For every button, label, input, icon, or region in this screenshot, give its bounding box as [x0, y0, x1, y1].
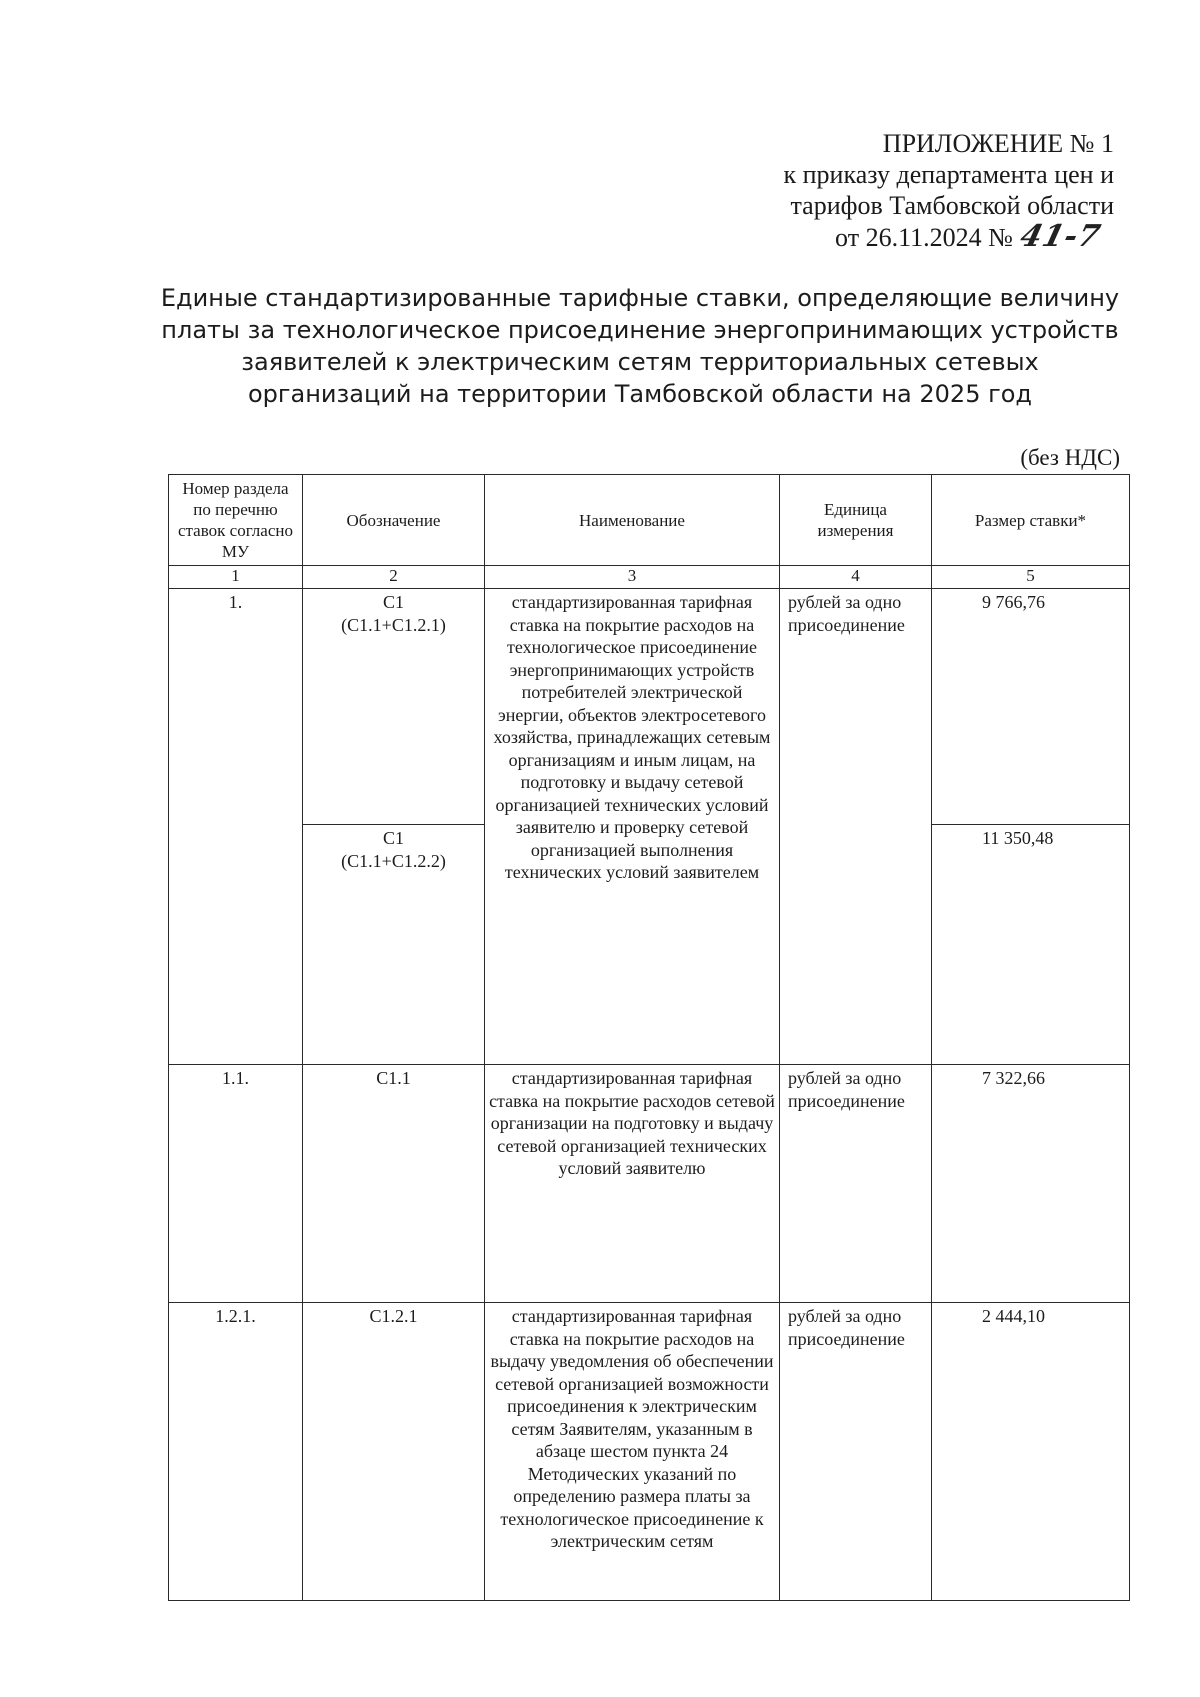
- unit-cell: рублей за одно присоединение: [780, 1303, 932, 1601]
- designation-code: C1.1: [303, 1065, 485, 1303]
- table-row: [169, 589, 1130, 825]
- table-row: [169, 1303, 1130, 1601]
- header-name: Наименование: [485, 475, 780, 566]
- rate-name: стандартизированная тарифная ставка на покрытие расходов сетевой организации на подготовку и выдачу сетевой организацией технических условий заявителю: [485, 1065, 780, 1303]
- designation-detail: (C1.1+C1.2.1): [341, 614, 446, 635]
- header-rate-size: Размер ставки*: [932, 475, 1130, 566]
- appendix-header: [654, 128, 1114, 253]
- appendix-date-line: [654, 221, 1114, 253]
- appendix-title: ПРИЛОЖЕНИЕ № 1: [882, 129, 1114, 158]
- column-number: 3: [485, 566, 780, 589]
- rate-value: 2 444,10: [932, 1303, 1130, 1601]
- designation-code: C1: [382, 592, 404, 612]
- table-header-row: [169, 475, 1130, 566]
- designation-cell: [303, 589, 485, 825]
- header-designation: Обозначение: [303, 475, 485, 566]
- column-number: 1: [169, 566, 303, 589]
- handwritten-order-number: 41-7: [1016, 219, 1105, 254]
- column-number-row: [169, 566, 1130, 589]
- unit-cell: рублей за одно присоединение: [780, 1065, 932, 1303]
- designation-code: C1.2.1: [303, 1303, 485, 1601]
- rate-value: 7 322,66: [932, 1065, 1130, 1303]
- designation-detail: (C1.1+C1.2.2): [341, 850, 446, 871]
- section-number: 1.: [169, 589, 303, 1065]
- designation-code: C1: [382, 828, 404, 848]
- section-number: 1.2.1.: [169, 1303, 303, 1601]
- header-section-number: Номер раздела по перечню ставок согласно МУ: [169, 475, 303, 566]
- header-unit: Единица измерения: [780, 475, 932, 566]
- rate-name: стандартизированная тарифная ставка на покрытие расходов на технологическое присоединение энергопринимающих устройств потребителей электрической энергии, объектов электросетевого хозяйства, принадлежащих сетевым организациям и иным лицам, на подготовку и выдачу сетевой организацией технических условий заявителю и проверку сетевой организацией выполнения технических условий заявителем: [485, 589, 780, 1065]
- rates-table: [168, 474, 1130, 1601]
- column-number: 4: [780, 566, 932, 589]
- appendix-date: от 26.11.2024 №: [835, 223, 1013, 252]
- rate-value: 11 350,48: [932, 825, 1130, 1065]
- section-number: 1.1.: [169, 1065, 303, 1303]
- document-title: Единые стандартизированные тарифные ставки, определяющие величину платы за технологическое присоединение энергопринимающих устройств заявителей к электрическим сетям территориальных сетевых организаций на территории Тамбовской области на 2025 год: [160, 284, 1120, 408]
- column-number: 5: [932, 566, 1130, 589]
- appendix-line-2: тарифов Тамбовской области: [790, 191, 1114, 220]
- appendix-line-1: к приказу департамента цен и: [783, 160, 1114, 189]
- column-number: 2: [303, 566, 485, 589]
- rate-value: 9 766,76: [932, 589, 1130, 825]
- designation-cell: [303, 825, 485, 1065]
- vat-note: (без НДС): [1020, 445, 1120, 470]
- rate-name: стандартизированная тарифная ставка на покрытие расходов на выдачу уведомления об обеспечении сетевой организацией возможности присоединения к электрическим сетям Заявителям, указанным в абзаце шестом пункта 24 Методических указаний по определению размера платы за технологическое присоединение к электрическим сетям: [485, 1303, 780, 1601]
- unit-cell: рублей за одно присоединение: [780, 589, 932, 1065]
- table-row: [169, 1065, 1130, 1303]
